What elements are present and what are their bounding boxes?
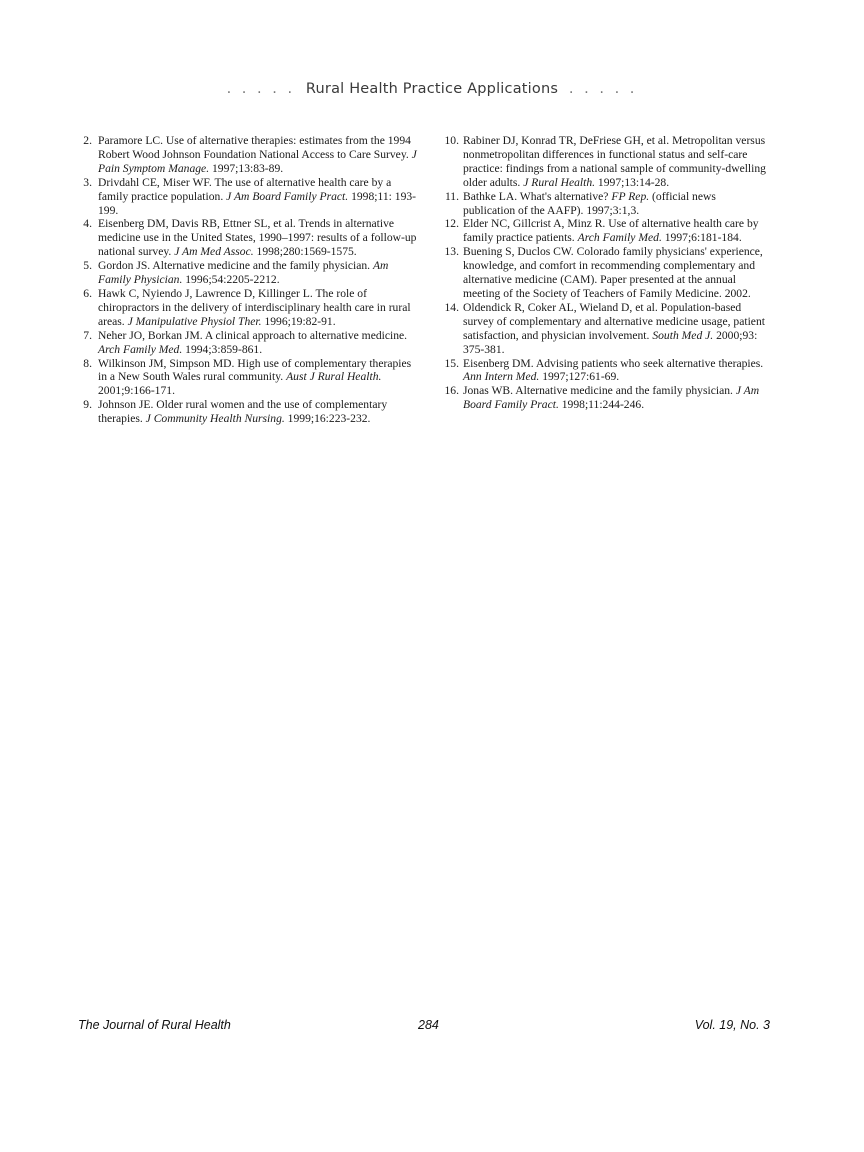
- reference-text-part: Neher JO, Borkan JM. A clinical approach to alternative medicine.: [98, 328, 408, 342]
- reference-text-part: Elder NC, Gillcrist A, Minz R. Use of alternative health care by family practice patients.: [463, 217, 759, 245]
- reference-journal-title: Ann Intern Med.: [463, 370, 540, 384]
- reference-text-part: (official news publication of the AAFP). 1997;3:1,3.: [463, 189, 716, 217]
- reference-text: [98, 176, 418, 218]
- reference-text-part: 1996;54:2205-2212.: [182, 273, 280, 287]
- reference-journal-title: J Am Board Family Pract.: [463, 384, 760, 412]
- reference-number: 2.: [83, 134, 92, 147]
- reference-text-part: 1996;19:82-91.: [261, 314, 336, 328]
- reference-item: [440, 190, 770, 218]
- reference-text-part: 1997;13:14-28.: [595, 175, 670, 189]
- reference-item: [440, 217, 770, 245]
- reference-item: [440, 384, 770, 412]
- reference-text-part: Bathke LA. What's alternative?: [463, 189, 612, 203]
- reference-number: 6.: [83, 286, 92, 300]
- reference-text-part: Rabiner DJ, Konrad TR, DeFriese GH, et al. Metropolitan versus nonmetropolitan differences in functional status and self-care practice: findings from a national sample of community-dwelling older adults.: [463, 134, 766, 189]
- reference-item: [440, 301, 770, 357]
- reference-journal-title: J Pain Symptom Manage.: [98, 147, 417, 175]
- reference-number: 3.: [83, 175, 92, 189]
- reference-text: [463, 357, 770, 385]
- reference-text: [98, 329, 418, 357]
- reference-text-part: 1997;127:61-69.: [539, 370, 620, 384]
- running-head: [0, 81, 864, 97]
- footer-journal-name: The Journal of Rural Health: [78, 1018, 231, 1032]
- reference-text-part: 1994;3:859-861.: [182, 342, 263, 356]
- reference-text-part: Gordon JS. Alternative medicine and the family physician.: [98, 259, 373, 273]
- footer-volume: Vol. 19, No. 3: [694, 1018, 770, 1032]
- reference-text: [98, 217, 418, 259]
- reference-text-part: 1998;280:1569-1575.: [253, 245, 357, 259]
- reference-item: [78, 217, 418, 259]
- reference-number: 8.: [83, 356, 92, 370]
- footer-page-number: 284: [418, 1018, 439, 1032]
- reference-journal-title: J Community Health Nursing.: [145, 412, 285, 426]
- references-column-right: [440, 134, 770, 412]
- reference-item: [78, 329, 418, 357]
- reference-text-part: Oldendick R, Coker AL, Wieland D, et al. Population-based survey of complementary and alternative medicine usage, patient satisfaction, and physician involvement.: [463, 300, 765, 342]
- reference-text-part: Paramore LC. Use of alternative therapies: estimates from the 1994 Robert Wood Johnson Foundation National Access to Care Survey.: [98, 134, 412, 161]
- reference-text: [463, 301, 770, 357]
- reference-text-part: Hawk C, Nyiendo J, Lawrence D, Killinger L. The role of chiropractors in the delivery of interdisciplinary health care in rural areas.: [98, 286, 411, 328]
- reference-item: [440, 134, 770, 190]
- reference-text-part: 1998;11:244-246.: [558, 398, 645, 412]
- reference-number: 13.: [444, 245, 459, 259]
- reference-text: [98, 398, 418, 426]
- reference-item: [78, 259, 418, 287]
- running-head-dots-right: . . . . .: [568, 81, 638, 97]
- running-head-title: Rural Health Practice Applications: [305, 81, 559, 97]
- reference-text: [98, 287, 418, 329]
- reference-text-part: 1997;13:83-89.: [209, 161, 284, 175]
- reference-text-part: Buening S, Duclos CW. Colorado family physicians' experience, knowledge, and comfort in recommending complementary and alternative medicine (CAM). Paper presented at the annual meeting of the Society of Teachers of Family Medicine. 2002.: [463, 245, 763, 300]
- reference-text: [98, 357, 418, 399]
- reference-item: [78, 134, 418, 176]
- reference-text-part: Eisenberg DM. Advising patients who seek alternative therapies.: [463, 356, 764, 370]
- reference-item: [78, 357, 418, 399]
- reference-text-part: 1997;6:181-184.: [661, 231, 742, 245]
- reference-text: [98, 134, 418, 176]
- reference-journal-title: Arch Family Med.: [577, 231, 662, 245]
- reference-journal-title: Am Family Physician.: [98, 259, 389, 287]
- reference-item: [78, 398, 418, 426]
- reference-journal-title: Arch Family Med.: [98, 342, 183, 356]
- reference-item: [78, 287, 418, 329]
- reference-journal-title: J Am Board Family Pract.: [226, 189, 349, 203]
- reference-journal-title: South Med J.: [652, 328, 714, 342]
- reference-number: 16.: [444, 384, 459, 398]
- reference-text: [463, 384, 770, 412]
- reference-text: [98, 259, 418, 287]
- running-head-dots-left: . . . . .: [226, 81, 296, 97]
- reference-text-part: Johnson JE. Older rural women and the use of complementary therapies.: [98, 398, 388, 426]
- reference-text-part: 2000;93: 375-381.: [463, 328, 758, 356]
- reference-number: 12.: [444, 217, 459, 231]
- reference-text-part: Wilkinson JM, Simpson MD. High use of complementary therapies in a New South Wales rural community.: [98, 356, 412, 384]
- reference-journal-title: J Am Med Assoc.: [174, 245, 254, 259]
- reference-journal-title: J Manipulative Physiol Ther.: [127, 314, 262, 328]
- reference-item: [78, 176, 418, 218]
- reference-text-part: 2001;9:166-171.: [98, 384, 175, 398]
- reference-text-part: Eisenberg DM, Davis RB, Ettner SL, et al. Trends in alternative medicine use in the United States, 1990–1997: results of a follow-up national survey.: [98, 217, 417, 259]
- reference-number: 10.: [444, 134, 459, 147]
- reference-item: [440, 245, 770, 301]
- references-column-left: [78, 134, 418, 426]
- reference-number: 7.: [83, 328, 92, 342]
- reference-text: [463, 245, 770, 301]
- reference-journal-title: J Rural Health.: [523, 175, 596, 189]
- reference-text-part: 1998;11: 193-199.: [98, 189, 417, 217]
- reference-number: 14.: [444, 300, 459, 314]
- reference-text: [463, 190, 770, 218]
- reference-journal-title: Aust J Rural Health.: [286, 370, 382, 384]
- reference-text-part: Jonas WB. Alternative medicine and the family physician.: [463, 384, 736, 398]
- reference-journal-title: FP Rep.: [611, 189, 650, 203]
- reference-text-part: 1999;16:223-232.: [284, 412, 371, 426]
- reference-text: [463, 134, 770, 190]
- reference-text: [463, 217, 770, 245]
- reference-number: 4.: [83, 217, 92, 231]
- reference-number: 9.: [83, 398, 92, 412]
- reference-text-part: Drivdahl CE, Miser WF. The use of alternative health care by a family practice population.: [98, 175, 392, 203]
- reference-number: 5.: [83, 259, 92, 273]
- reference-number: 11.: [444, 189, 459, 203]
- reference-number: 15.: [444, 356, 459, 370]
- reference-item: [440, 357, 770, 385]
